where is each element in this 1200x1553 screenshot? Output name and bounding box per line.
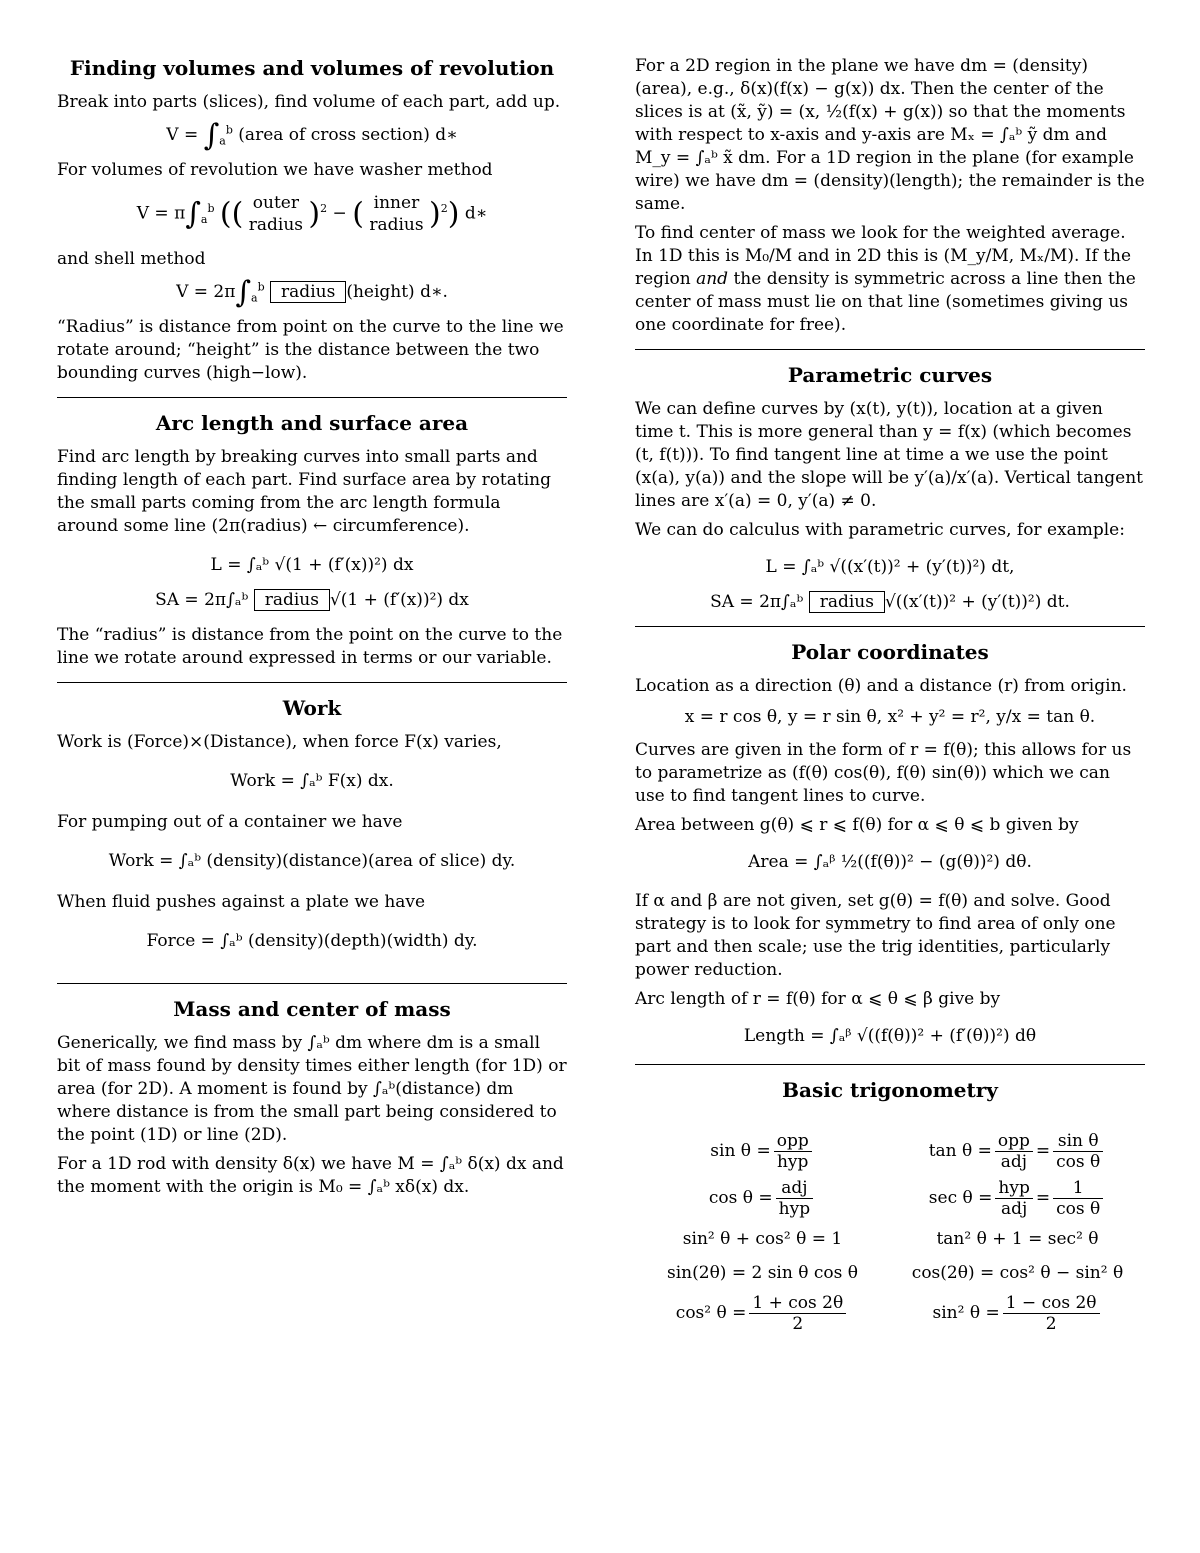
double-angle-sin: sin(2θ) = 2 sin θ cos θ bbox=[667, 1262, 858, 1283]
shell-intro: and shell method bbox=[57, 249, 206, 269]
section-title-parametric: Parametric curves bbox=[787, 363, 993, 387]
fluid-force-formula: Force = ∫ₐᵇ (density)(depth)(width) dy. bbox=[146, 931, 478, 951]
right-column bbox=[635, 55, 1145, 1334]
section-title-volumes: Finding volumes and volumes of revolution bbox=[69, 56, 555, 80]
polar-strategy: If α and β are not given, set g(θ) = f(θ) and solve. Good strategy is to look for symmetry to find area of only one part and then scale; use the trig identities, particularly power reduction. bbox=[635, 891, 1116, 980]
arc-length-formula: L = ∫ₐᵇ √(1 + (f′(x))²) dx bbox=[210, 555, 414, 575]
arc-intro: Find arc length by breaking curves into small parts and finding length of each part. Find surface area by rotating the small parts coming from the arc length formula around some line (2π(radius) ← circumference). bbox=[57, 447, 551, 536]
polar-conversion: x = r cos θ, y = r sin θ, x² + y² = r², y/x = tan θ. bbox=[684, 707, 1096, 727]
divider bbox=[635, 626, 1145, 627]
section-title-trig: Basic trigonometry bbox=[782, 1078, 998, 1102]
polar-area-formula: Area = ∫ₐᵝ ½((f(θ))² − (g(θ))²) dθ. bbox=[748, 852, 1032, 872]
tan-sec-identity: tan² θ + 1 = sec² θ bbox=[936, 1228, 1099, 1249]
parametric-intro: We can define curves by (x(t), y(t)), location at a given time t. This is more general than y = f(x) (which becomes (t, f(t))). To find tangent line at time a we use the point (x(a), y(a)) and the slope will be y′(a)/x′(a). Vertical tangent lines are x′(a) = 0, y′(a) ≠ 0. bbox=[635, 399, 1143, 511]
pumping-formula: Work = ∫ₐᵇ (density)(distance)(area of slice) dy. bbox=[108, 851, 516, 871]
left-column bbox=[57, 55, 567, 1205]
surface-area-formula: SA = 2π∫ₐᵇ radius √(1 + (f′(x))²) dx bbox=[155, 590, 469, 610]
mass-intro: Generically, we find mass by ∫ₐᵇ dm where dm is a small bit of mass found by density times either length (for 1D) or area (for 2D). A moment is found by ∫ₐᵇ(distance) dm where distance is from the small part being considered to the point (1D) or line (2D). bbox=[57, 1033, 567, 1145]
divider bbox=[57, 682, 567, 683]
washer-formula: $V = \pi\int_a^b$ (( outer radius )$^2$ − ( inner radius )$^2$) d∗ bbox=[136, 193, 488, 235]
cos-squared: cos² θ = $\frac{1 + \cos 2\theta}{2}$ bbox=[635, 1293, 890, 1334]
section-title-polar: Polar coordinates bbox=[791, 640, 989, 664]
mass-2d: For a 2D region in the plane we have dm = (density)(area), e.g., δ(x)(f(x) − g(x)) dx. Then the center of the slices is at (x̃, ỹ) = (x, ½(f(x) + g(x)) so that the moments with respect to x-axis and y-axis are Mₓ = ∫ₐᵇ ỹ dm and M_y = ∫ₐᵇ x̃ dm. For a 1D region in the plane (for example wire) we have dm = (density)(length); the remainder is the same. bbox=[635, 56, 1145, 214]
section-title-work: Work bbox=[282, 696, 342, 720]
shell-formula: $V = 2\pi\int_a^b$ radius (height) d∗. bbox=[176, 275, 448, 310]
volume-formula: $V = \int_a^b$ (area of cross section) d∗ bbox=[166, 118, 458, 153]
work-intro: Work is (Force)×(Distance), when force F(x) varies, bbox=[57, 732, 502, 752]
polar-curves: Curves are given in the form of r = f(θ); this allows for us to parametrize as (f(θ) cos(θ), f(θ) sin(θ)) which we can use to find tangent lines to curve. bbox=[635, 740, 1132, 806]
trig-identities bbox=[635, 1131, 1145, 1334]
polar-intro: Location as a direction (θ) and a distance (r) from origin. bbox=[635, 676, 1127, 696]
arc-radius-note: The “radius” is distance from the point on the curve to the line we rotate around expressed in terms or our variable. bbox=[57, 625, 563, 668]
section-title-arc: Arc length and surface area bbox=[155, 411, 469, 435]
radius-note: “Radius” is distance from point on the curve to the line we rotate around; “height” is the distance between the two bounding curves (high−low). bbox=[57, 317, 564, 383]
center-of-mass: To find center of mass we look for the weighted average. In 1D this is M₀/M and in 2D this is (M_y/M, Mₓ/M). If the region and the density is symmetric across a line then the center of mass must lie on that line (sometimes giving us one coordinate for free). bbox=[635, 223, 1136, 335]
fluid-intro: When fluid pushes against a plate we have bbox=[57, 892, 426, 912]
divider bbox=[635, 1064, 1145, 1065]
double-angle-cos: cos(2θ) = cos² θ − sin² θ bbox=[911, 1262, 1124, 1283]
section-title-mass: Mass and center of mass bbox=[173, 997, 451, 1021]
sin-def: sin θ = $\frac{\text{opp}}{\text{hyp}}$ bbox=[635, 1131, 890, 1172]
sin-squared: sin² θ = $\frac{1 - \cos 2\theta}{2}$ bbox=[890, 1293, 1145, 1334]
divider bbox=[57, 397, 567, 398]
sec-def: sec θ = $\frac{\text{hyp}}{\text{adj}}$ = $\frac{1}{\text{cos θ}}$ bbox=[890, 1178, 1145, 1219]
volumes-intro: Break into parts (slices), find volume of each part, add up. bbox=[57, 92, 561, 112]
polar-length-formula: Length = ∫ₐᵝ √((f(θ))² + (f′(θ))²) dθ bbox=[743, 1026, 1037, 1046]
divider bbox=[635, 349, 1145, 350]
parametric-length-formula: L = ∫ₐᵇ √((x′(t))² + (y′(t))²) dt, bbox=[765, 557, 1015, 577]
pythagorean-identity: sin² θ + cos² θ = 1 bbox=[682, 1228, 843, 1249]
rod-mass: For a 1D rod with density δ(x) we have M = ∫ₐᵇ δ(x) dx and the moment with the origin is M₀ = ∫ₐᵇ xδ(x) dx. bbox=[57, 1154, 564, 1197]
cos-def: cos θ = $\frac{\text{adj}}{\text{hyp}}$ bbox=[635, 1178, 890, 1219]
work-formula: Work = ∫ₐᵇ F(x) dx. bbox=[230, 771, 394, 791]
polar-arc-intro: Arc length of r = f(θ) for α ⩽ θ ⩽ β give by bbox=[635, 989, 1001, 1009]
tan-def: tan θ = $\frac{\text{opp}}{\text{adj}}$ = $\frac{\text{sin θ}}{\text{cos θ}}$ bbox=[890, 1131, 1145, 1172]
parametric-sa-formula: SA = 2π∫ₐᵇ radius √((x′(t))² + (y′(t))²) dt. bbox=[710, 592, 1070, 612]
polar-area-intro: Area between g(θ) ⩽ r ⩽ f(θ) for α ⩽ θ ⩽ b given by bbox=[635, 815, 1079, 835]
parametric-calculus: We can do calculus with parametric curves, for example: bbox=[635, 520, 1125, 540]
pumping-intro: For pumping out of a container we have bbox=[57, 812, 403, 832]
washer-intro: For volumes of revolution we have washer method bbox=[57, 160, 493, 180]
divider bbox=[57, 983, 567, 984]
